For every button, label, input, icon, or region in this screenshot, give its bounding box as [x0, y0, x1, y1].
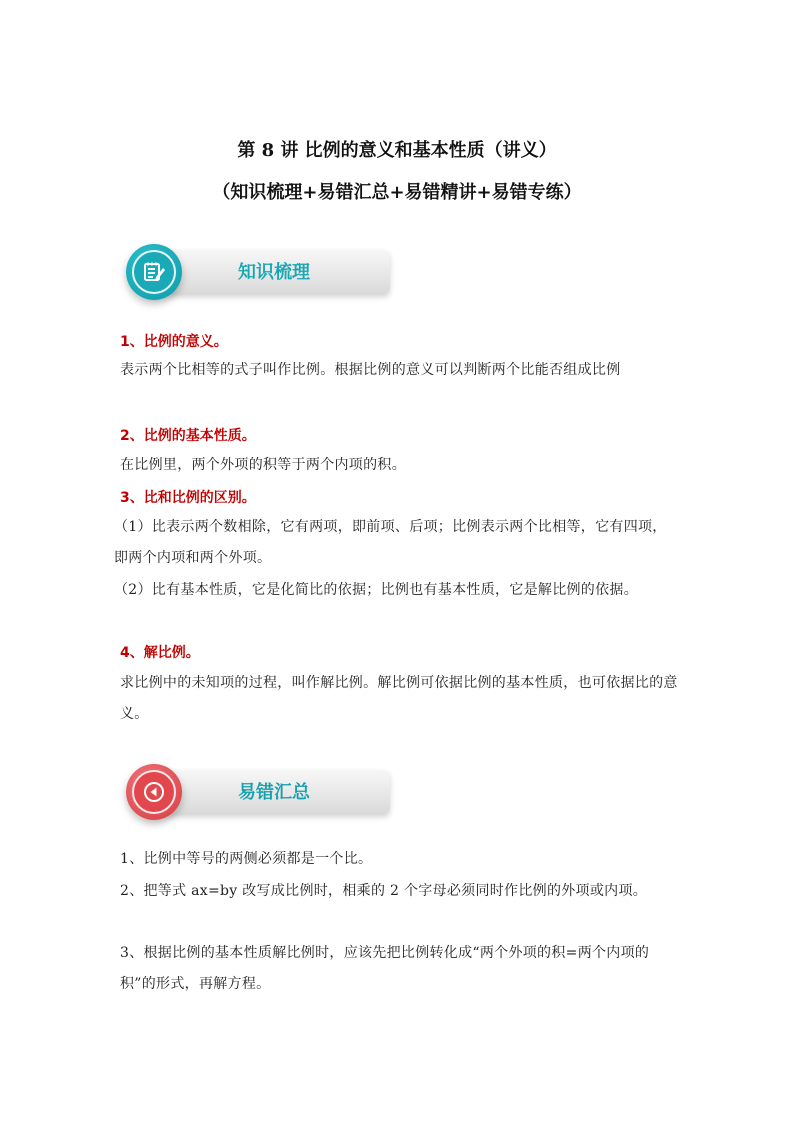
knowledge-body-2: 在比例里，两个外项的积等于两个内项的积。 [120, 457, 406, 473]
banner-label: 知识梳理 [238, 262, 310, 283]
knowledge-heading-4: 4、解比例。 [120, 645, 200, 661]
knowledge-body-1: 表示两个比相等的式子叫作比例。根据比例的意义可以判断两个比能否组成比例 [120, 362, 621, 378]
banner-label: 易错汇总 [238, 782, 310, 803]
page-subtitle: （知识梳理+易错汇总+易错精讲+易错专练） [212, 182, 582, 203]
mistake-item-2: 2、把等式 ax=by 改写成比例时，相乘的 2 个字母必须同时作比例的外项或内项。 [120, 883, 648, 899]
banner-circle [126, 764, 182, 820]
knowledge-heading-3: 3、比和比例的区别。 [120, 490, 256, 506]
knowledge-body-4: 求比例中的未知项的过程，叫作解比例。解比例可依据比例的基本性质，也可依据比的意义。 [120, 675, 678, 722]
knowledge-body-3b: （2）比有基本性质，它是化简比的依据；比例也有基本性质，它是解比例的依据。 [114, 582, 639, 598]
mistake-item-1: 1、比例中等号的两侧必须都是一个比。 [120, 851, 373, 867]
notepad-pencil-icon [142, 260, 166, 284]
section-banner-knowledge [120, 244, 390, 312]
page-title: 第 8 讲 比例的意义和基本性质（讲义） [237, 140, 557, 161]
knowledge-body-3a: （1）比表示两个数相除，它有两项，即前项、后项；比例表示两个比相等，它有四项，即两个内项和两个外项。 [114, 519, 667, 566]
banner-circle [126, 244, 182, 300]
play-circle-icon [142, 780, 166, 804]
section-banner-mistakes [120, 764, 390, 832]
knowledge-heading-1: 1、比例的意义。 [120, 334, 228, 350]
mistake-item-3: 3、根据比例的基本性质解比例时，应该先把比例转化成“两个外项的积=两个内项的积”的形式，再解方程。 [120, 945, 650, 992]
knowledge-heading-2: 2、比例的基本性质。 [120, 428, 256, 444]
